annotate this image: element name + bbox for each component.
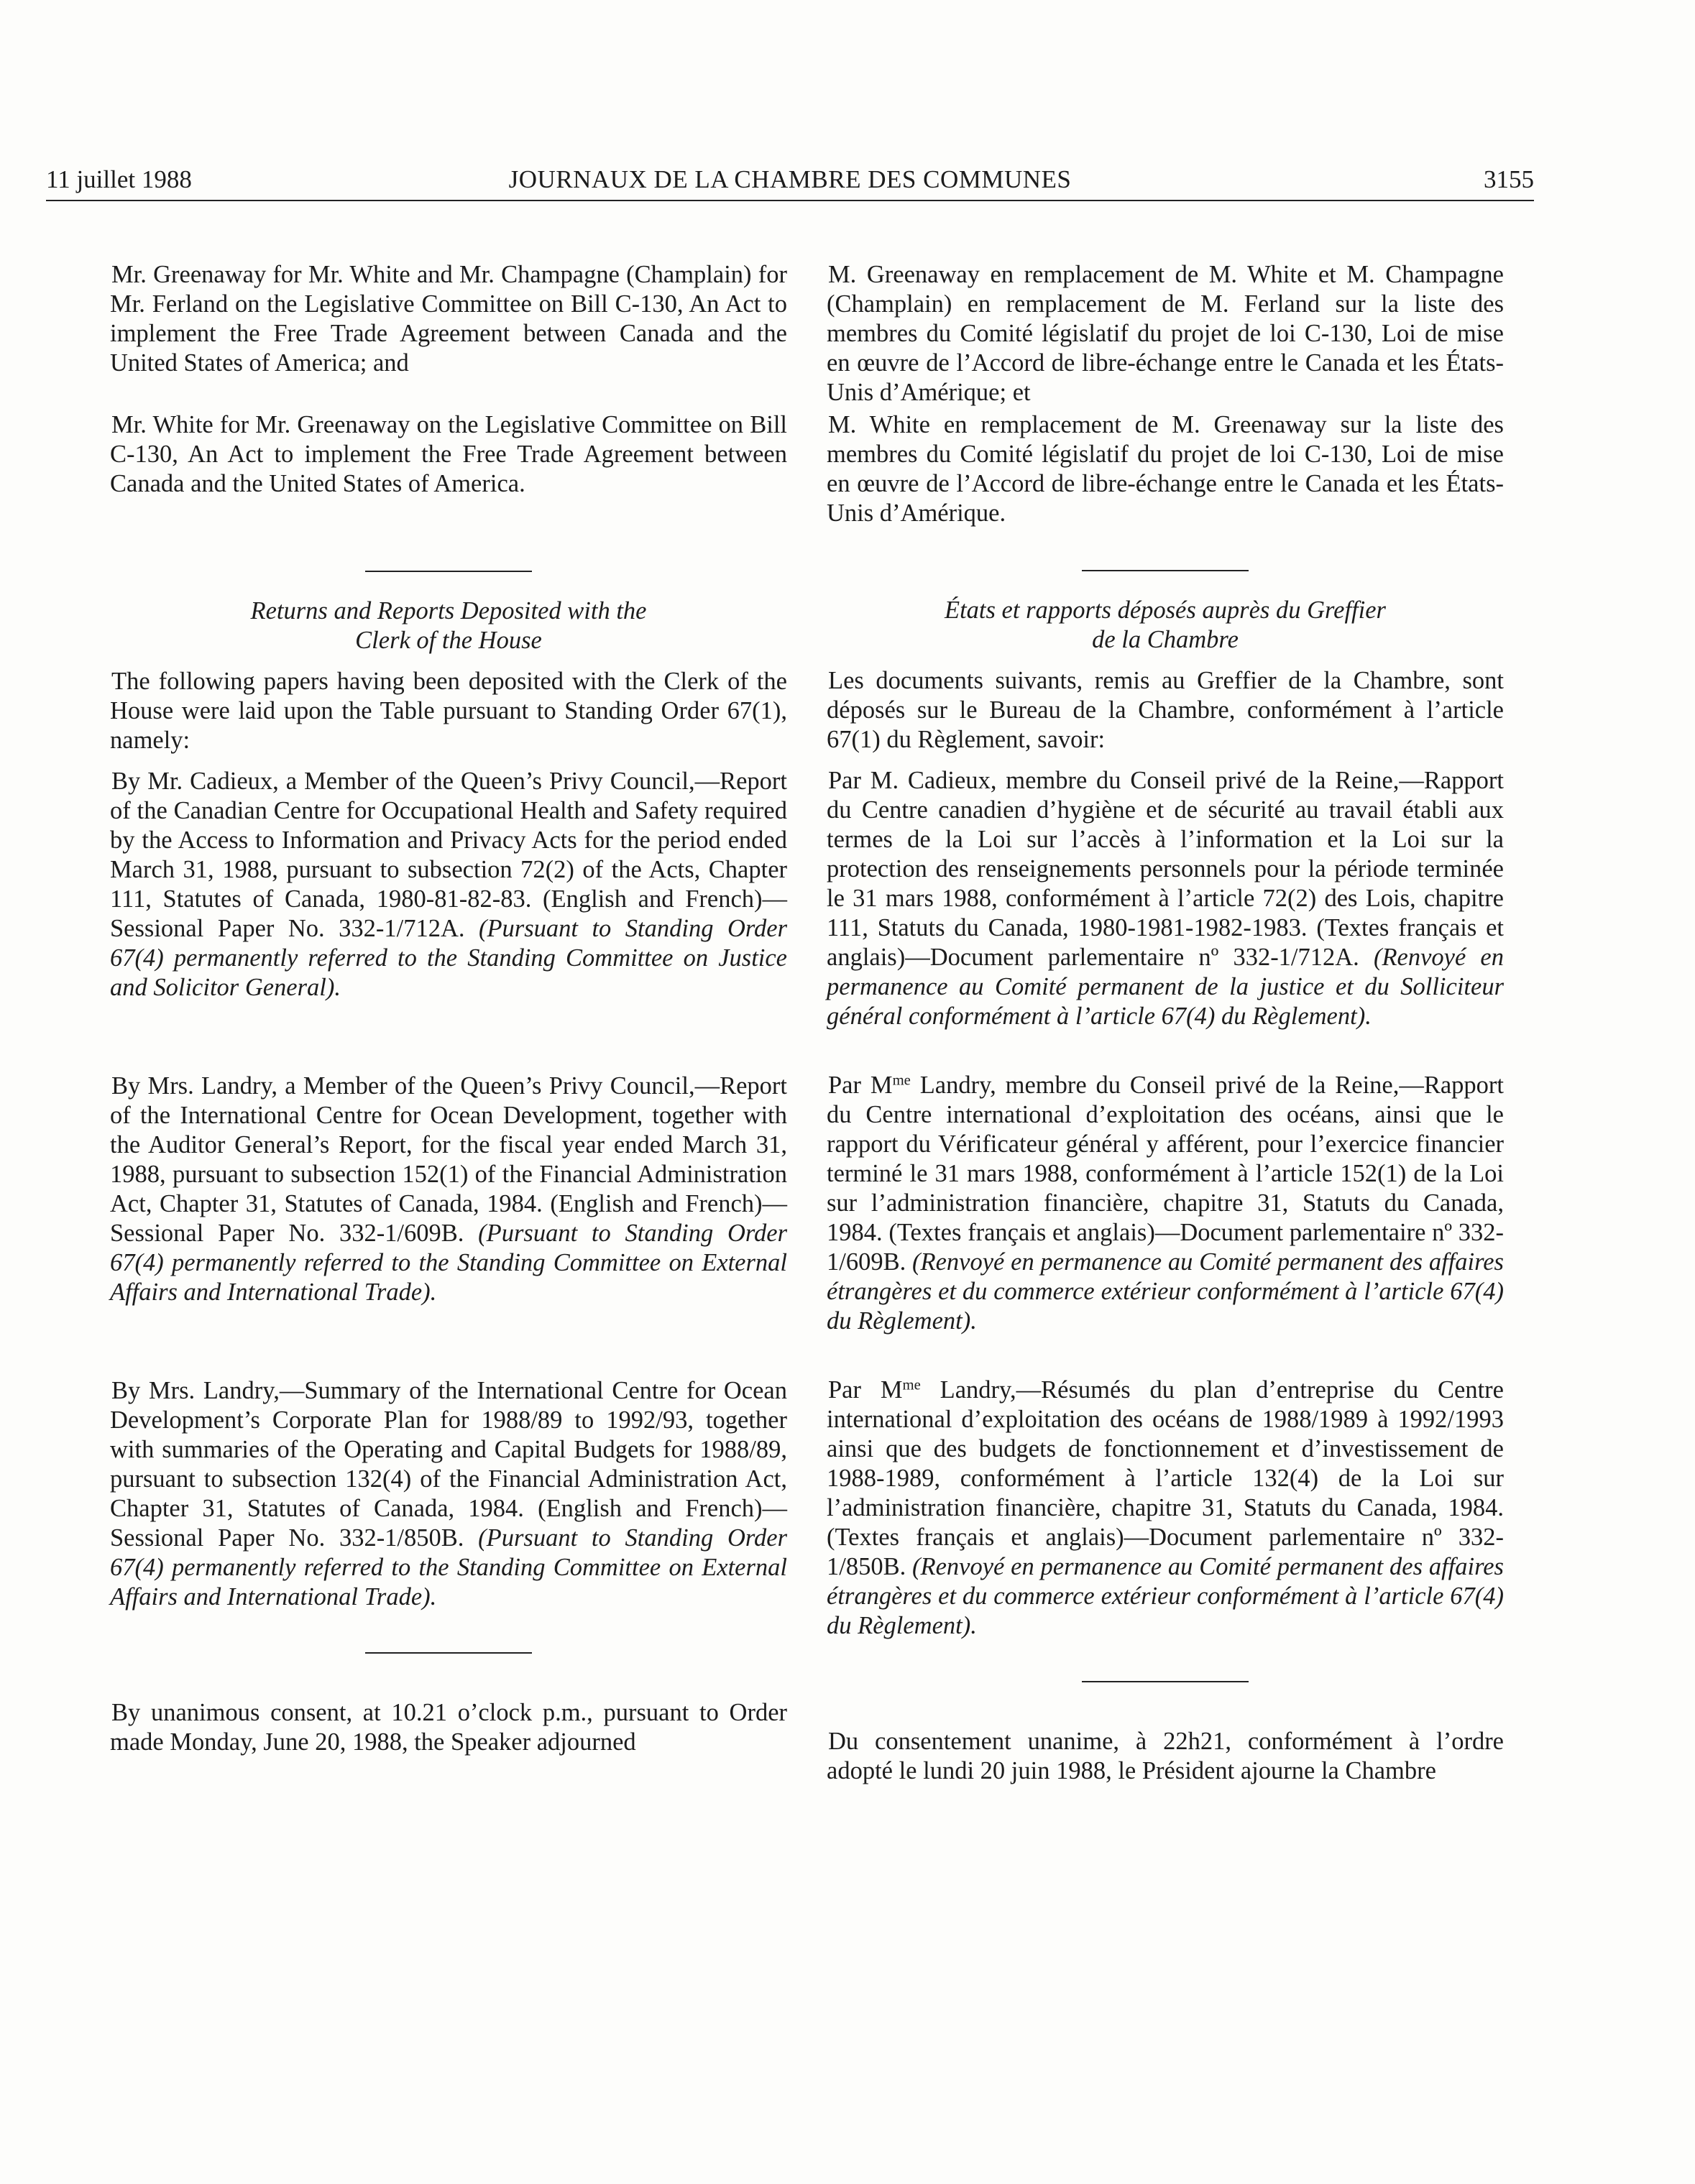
deposited-paper-3	[110, 1376, 787, 1612]
paper-referral: (Pursuant to Standing Order 67(4) permanently referred to the Standing Committee on External Affairs and International Trade).	[110, 1524, 787, 1611]
section-title-line-2: Clerk of the House	[355, 627, 542, 654]
section-divider	[365, 571, 532, 572]
paper-referral: (Renvoyé en permanence au Comité permanent des affaires étrangères et du commerce extérieur conformément à l’article 67(4) du Règlement).	[827, 1553, 1504, 1639]
paper-text: Landry, membre du Conseil privé de la Reine,—Rapport du Centre international d’exploitation des océans, ainsi que le rapport du Vérificateur général y afférent, pour l’exercice financier terminé le 31 mars 1988, conformément à l’article 152(1) de la Loi sur l’administration financière, chapitre 31, Statuts du Canada, 1984. (Textes français et anglais)—Document parlementaire nº 332-1/609B.	[827, 1072, 1504, 1276]
paper-text: By Mrs. Landry, a Member of the Queen’s Privy Council,—Report of the International Centre for Ocean Development, together with the Auditor General’s Report, for the fiscal year ended March 31, 1988, pursuant to subsection 152(1) of the Financial Administration Act, Chapter 31, Statutes of Canada, 1984. (English and French)—Sessional Paper No. 332-1/609B.	[110, 1072, 787, 1247]
running-header	[46, 164, 1534, 201]
section-divider	[365, 1652, 532, 1654]
section-title-line-1: États et rapports déposés auprès du Greffier	[945, 596, 1386, 624]
header-journal-title: JOURNAUX DE LA CHAMBRE DES COMMUNES	[508, 165, 1072, 193]
section-title	[827, 596, 1504, 655]
paper-prefix: Par M	[828, 1072, 893, 1099]
substitution-paragraph-2: M. White en remplacement de M. Greenaway sur la liste des membres du Comité législatif du projet de loi C-130, Loi de mise en œuvre de l’Accord de libre-échange entre le Canada et les États-Unis d’Amérique.	[827, 411, 1504, 527]
paper-text: By Mrs. Landry,—Summary of the International Centre for Ocean Development’s Corporate Plan for 1988/89 to 1992/93, together with summaries of the Operating and Capital Budgets for 1988/89, pursuant to subsection 132(4) of the Financial Administration Act, Chapter 31, Statutes of Canada, 1984. (English and French)—Sessional Paper No. 332-1/850B.	[110, 1377, 787, 1552]
section-title-line-1: Returns and Reports Deposited with the	[250, 597, 647, 625]
deposited-paper-2	[110, 1072, 787, 1307]
french-column	[827, 260, 1504, 1786]
paper-referral: (Renvoyé en permanence au Comité permanent des affaires étrangères et du commerce extérieur conformément à l’article 67(4) du Règlement).	[827, 1248, 1504, 1335]
substitution-paragraph-1: M. Greenaway en remplacement de M. White et M. Champagne (Champlain) en remplacement de M. Ferland sur la liste des membres du Comité législatif du projet de loi C-130, Loi de mise en œuvre de l’Accord de libre-échange entre le Canada et les États-Unis d’Amérique; et	[827, 261, 1504, 406]
paper-referral: (Pursuant to Standing Order 67(4) permanently referred to the Standing Committee on Justice and Solicitor General).	[110, 915, 787, 1001]
header-page-number: 3155	[1484, 165, 1534, 193]
section-title	[110, 596, 787, 655]
english-column	[110, 260, 787, 1757]
paper-text: By Mr. Cadieux, a Member of the Queen’s Privy Council,—Report of the Canadian Centre for Occupational Health and Safety required by the Access to Information and Privacy Acts for the period ended March 31, 1988, pursuant to subsection 72(2) of the Acts, Chapter 111, Statutes of Canada, 1980-81-82-83. (English and French)—Sessional Paper No. 332-1/712A.	[110, 768, 787, 942]
paper-text: Par M. Cadieux, membre du Conseil privé de la Reine,—Rapport du Centre canadien d’hygiène et de sécurité au travail établi aux termes de la Loi sur l’accès à l’information et la Loi sur la protection des renseignements personnels pour la période terminée le 31 mars 1988, conformément à l’article 72(2) des Lois, chapitre 111, Statuts du Canada, 1980-1981-1982-1983. (Textes français et anglais)—Document parlementaire nº 332-1/712A.	[827, 767, 1504, 971]
section-divider	[1082, 1681, 1249, 1682]
deposited-paper-1	[827, 766, 1504, 1031]
adjournment-paragraph: By unanimous consent, at 10.21 o’clock p.m., pursuant to Order made Monday, June 20, 1988, the Speaker adjourned	[110, 1699, 787, 1756]
substitution-paragraph-2: Mr. White for Mr. Greenaway on the Legislative Committee on Bill C-130, An Act to implement the Free Trade Agreement between Canada and the United States of America.	[110, 411, 787, 497]
section-title-line-2: de la Chambre	[1092, 626, 1239, 653]
substitution-paragraph-1: Mr. Greenaway for Mr. White and Mr. Champagne (Champlain) for Mr. Ferland on the Legislative Committee on Bill C-130, An Act to implement the Free Trade Agreement between Canada and the United States of America; and	[110, 261, 787, 377]
title-superscript: me	[902, 1377, 921, 1393]
deposited-paper-1	[110, 767, 787, 1003]
header-date: 11 juillet 1988	[46, 165, 192, 193]
deposit-intro: The following papers having been deposited with the Clerk of the House were laid upon the Table pursuant to Standing Order 67(1), namely:	[110, 668, 787, 754]
title-superscript: me	[892, 1072, 911, 1089]
section-divider	[1082, 570, 1249, 571]
adjournment-paragraph: Du consentement unanime, à 22h21, conformément à l’ordre adopté le lundi 20 juin 1988, le Président ajourne la Chambre	[827, 1728, 1504, 1784]
paper-referral: (Renvoyé en permanence au Comité permanent de la justice et du Solliciteur général conformément à l’article 67(4) du Règlement).	[827, 944, 1504, 1030]
paper-text: Landry,—Résumés du plan d’entreprise du Centre international d’exploitation des océans de 1988/1989 à 1992/1993 ainsi que des budgets de fonctionnement et d’investissement de 1988-1989, conformément à l’article 132(4) de la Loi sur l’administration financière, chapitre 31, Statuts du Canada, 1984. (Textes français et anglais)—Document parlementaire nº 332-1/850B.	[827, 1376, 1504, 1580]
deposited-paper-2	[827, 1071, 1504, 1336]
deposit-intro: Les documents suivants, remis au Greffier de la Chambre, sont déposés sur le Bureau de la Chambre, conformément à l’article 67(1) du Règlement, savoir:	[827, 667, 1504, 753]
paper-prefix: Par M	[828, 1376, 903, 1404]
paper-referral: (Pursuant to Standing Order 67(4) permanently referred to the Standing Committee on External Affairs and International Trade).	[110, 1220, 787, 1306]
deposited-paper-3	[827, 1376, 1504, 1641]
